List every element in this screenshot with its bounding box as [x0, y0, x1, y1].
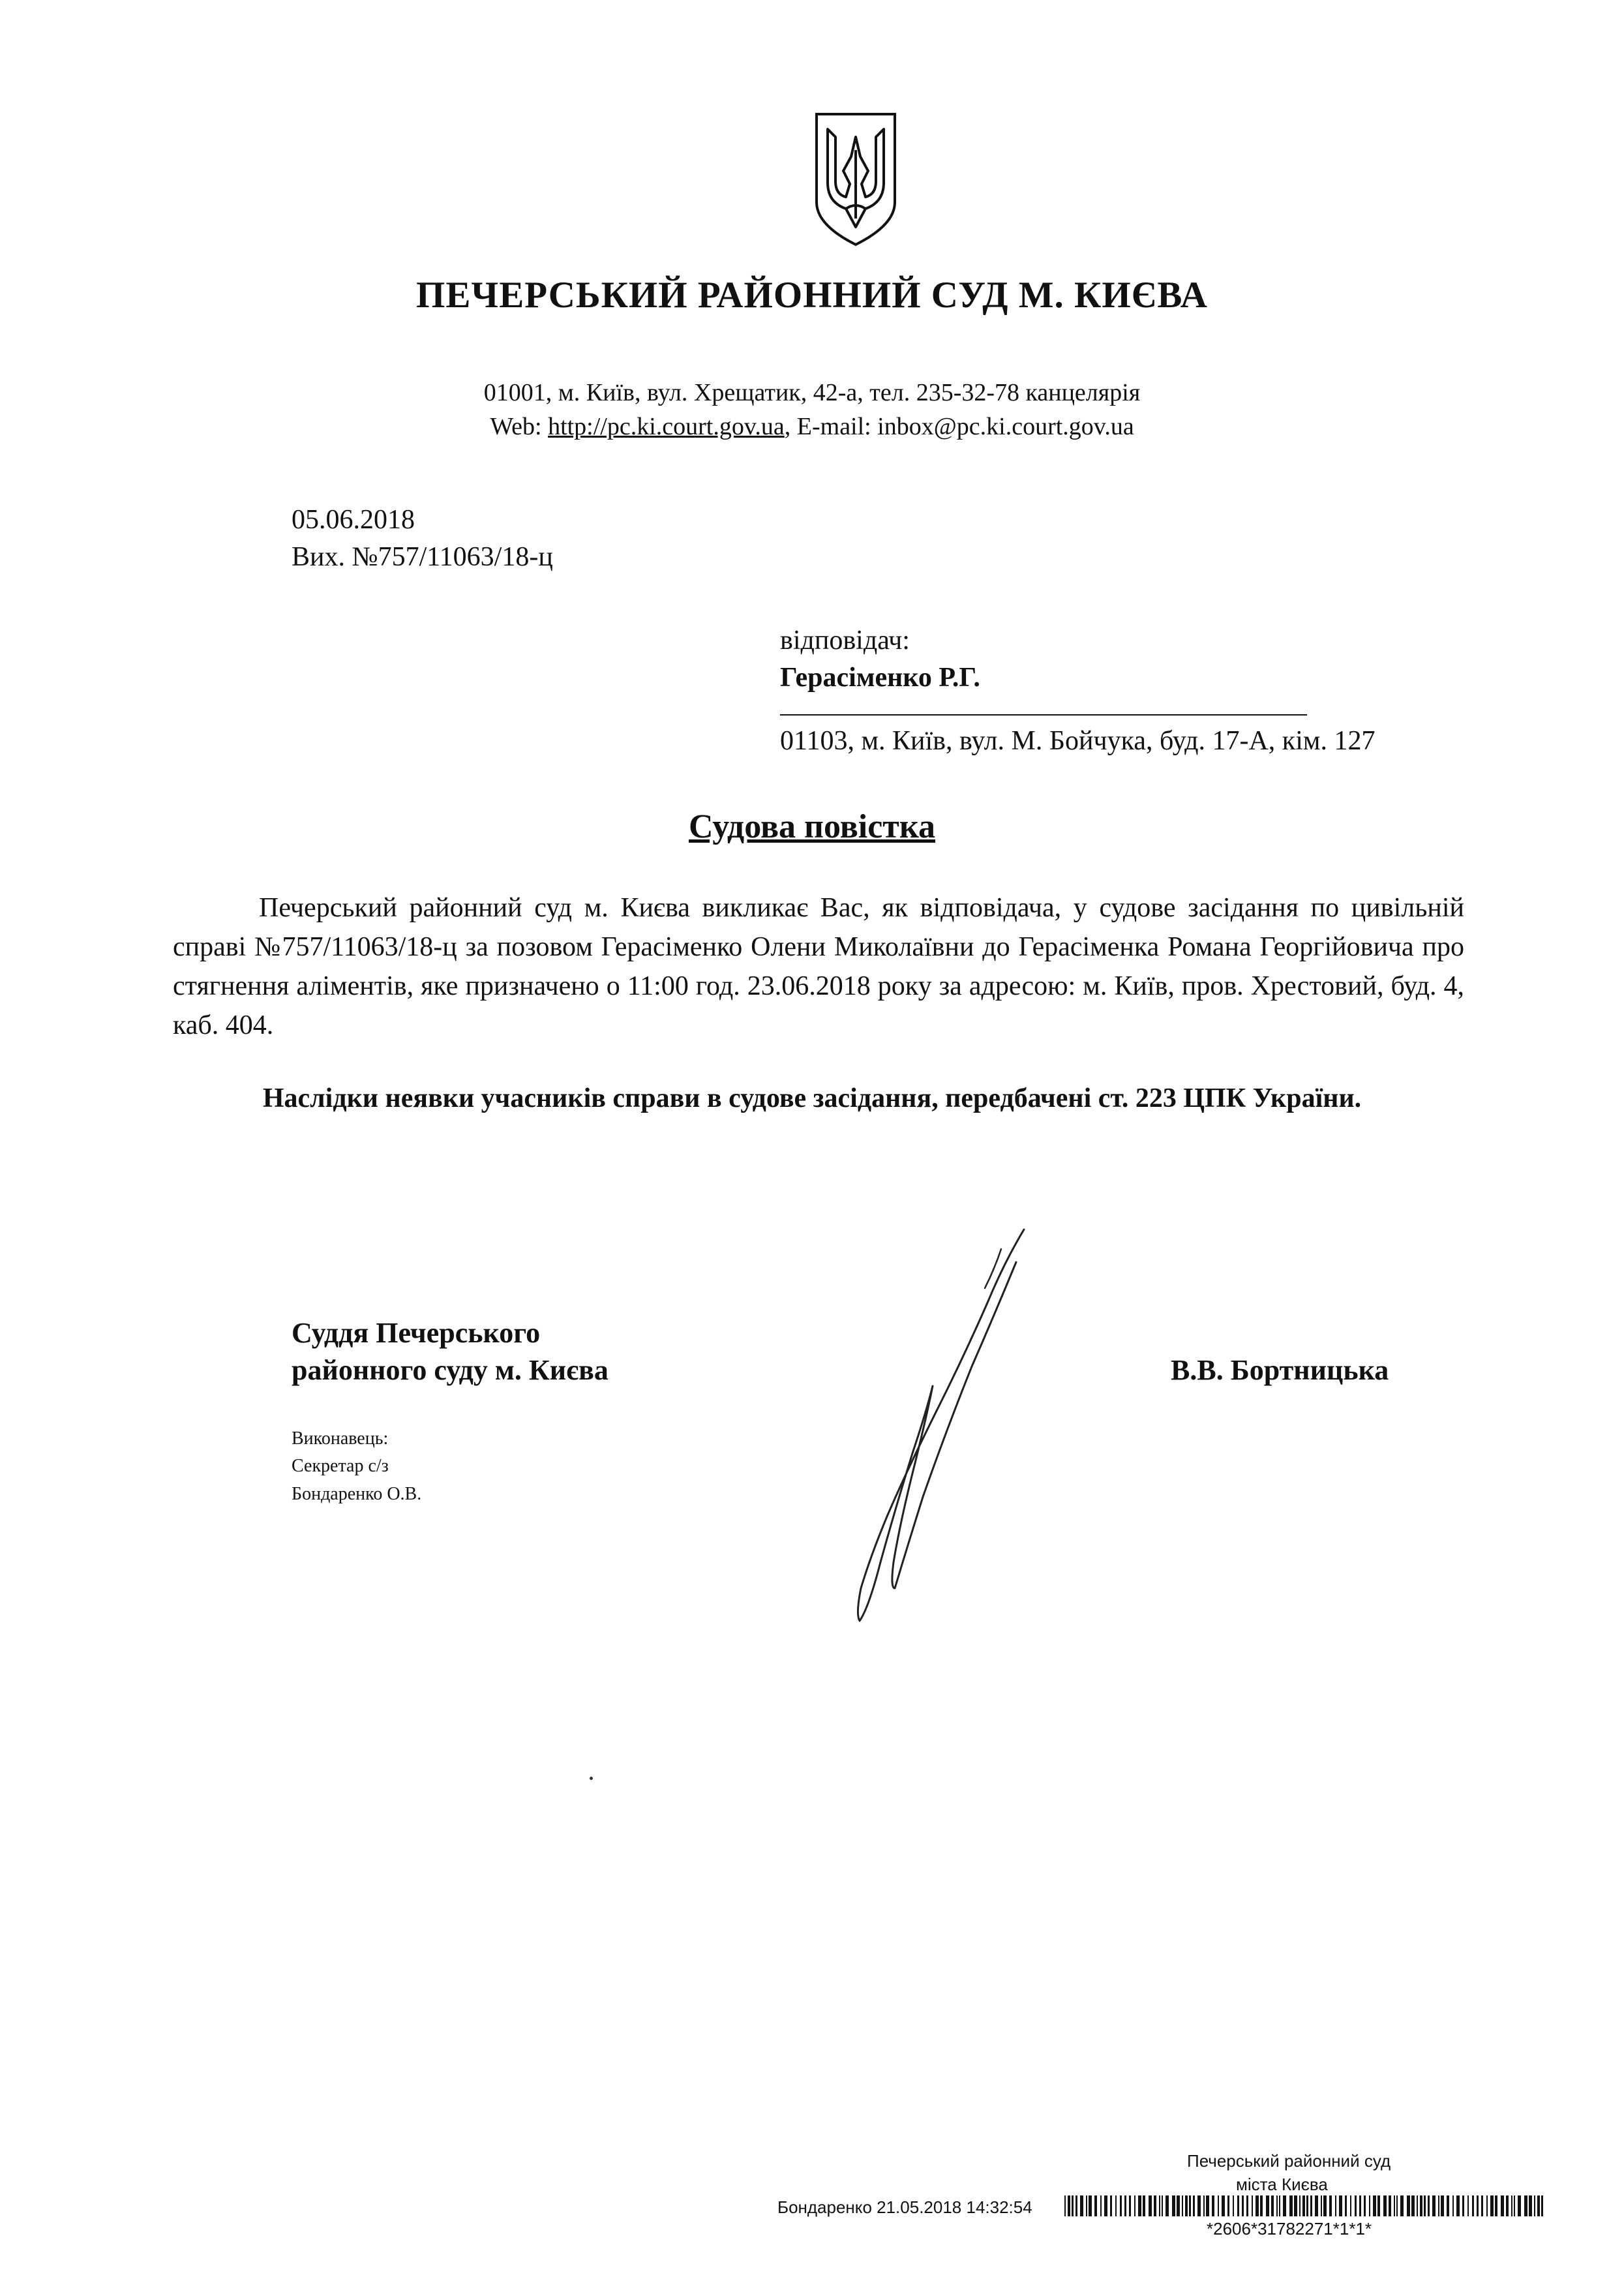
- court-name: ПЕЧЕРСЬКИЙ РАЙОННИЙ СУД М. КИЄВА: [416, 275, 1208, 316]
- barcode-bar: [1206, 2195, 1209, 2216]
- stamp-registration: Бондаренко 21.05.2018 14:32:54: [777, 2197, 1032, 2217]
- barcode-bar: [1089, 2195, 1092, 2216]
- barcode-bar: [1452, 2195, 1454, 2216]
- barcode-bar: [1276, 2195, 1278, 2216]
- barcode-bar: [1321, 2195, 1322, 2216]
- barcode-bar: [1299, 2195, 1301, 2216]
- executor-label: Виконавець:: [292, 1428, 389, 1449]
- barcode-bar: [1541, 2195, 1543, 2216]
- barcode-bar: [1345, 2195, 1347, 2216]
- outgoing-number: Вих. №757/11063/18-ц: [292, 542, 553, 572]
- barcode-text: *2606*31782271*1*1*: [1207, 2219, 1372, 2239]
- barcode-bar: [1432, 2195, 1436, 2216]
- barcode-bar: [1218, 2195, 1219, 2216]
- barcode-bar: [1233, 2195, 1234, 2216]
- barcode-bar: [1306, 2195, 1308, 2216]
- stamp-court-line1: Печерський районний суд: [1187, 2151, 1391, 2171]
- barcode-bar: [1143, 2195, 1145, 2216]
- barcode-bar: [1134, 2195, 1135, 2216]
- barcode-bar: [1364, 2195, 1366, 2216]
- barcode-bar: [1068, 2195, 1070, 2216]
- judge-title-line2: районного суду м. Києва: [292, 1354, 609, 1386]
- barcode-bar: [1411, 2195, 1415, 2216]
- summons-paragraph: Печерський районний суд м. Києва викликає Вас, як відповідача, у судове засідання по цивільній справі №757/11063/18-ц за позовом Герасіменко Олени Миколаївни до Герасіменка Романа Георгійовича про стягнення аліментів, яке призначено о 11:00 год. 23.06.2018 року за адресою: м. Київ, пров. Хрестовий, буд. 4, каб. 404.: [173, 893, 1464, 1040]
- barcode-bar: [1373, 2195, 1376, 2216]
- barcode-bar: [1495, 2195, 1497, 2216]
- registration-barcode: [1064, 2195, 1547, 2216]
- barcode-bar: [1339, 2195, 1342, 2216]
- barcode-bar: [1289, 2195, 1293, 2216]
- barcode-bar: [1256, 2195, 1259, 2216]
- executor-name: Бондаренко О.В.: [292, 1484, 422, 1504]
- barcode-bar: [1094, 2195, 1097, 2216]
- barcode-bar: [1323, 2195, 1327, 2216]
- barcode-bar: [1389, 2195, 1391, 2216]
- barcode-bar: [1511, 2195, 1512, 2216]
- barcode-bar: [1124, 2195, 1126, 2216]
- barcode-bar: [1075, 2195, 1077, 2216]
- summons-heading: Судова повістка: [688, 808, 936, 845]
- barcode-bar: [1222, 2195, 1225, 2216]
- barcode-bar: [1456, 2195, 1460, 2216]
- barcode-bar: [1335, 2195, 1336, 2216]
- recipient-role: відповідач:: [780, 626, 910, 656]
- barcode-bar: [1110, 2195, 1112, 2216]
- barcode-bar: [1162, 2195, 1163, 2216]
- document-date: 05.06.2018: [292, 505, 415, 535]
- barcode-bar: [1266, 2195, 1269, 2216]
- barcode-bar: [1518, 2195, 1521, 2216]
- barcode-bar: [1447, 2195, 1449, 2216]
- barcode-bar: [1242, 2195, 1244, 2216]
- barcode-bar: [1472, 2195, 1474, 2216]
- recipient-divider: [780, 714, 1307, 716]
- barcode-bar: [1072, 2195, 1074, 2216]
- barcode-bar: [1237, 2195, 1239, 2216]
- judge-title-line1: Суддя Печерського: [292, 1317, 541, 1349]
- recipient-address: 01103, м. Київ, вул. М. Бойчука, буд. 17-А, кім. 127: [780, 726, 1376, 756]
- barcode-bar: [1514, 2195, 1515, 2216]
- barcode-bar: [1115, 2195, 1117, 2216]
- judge-signature: [809, 1223, 1044, 1647]
- court-address: 01001, м. Київ, вул. Хрещатик, 42-а, тел. 235-32-78 канцелярія: [483, 379, 1141, 406]
- barcode-bar: [1407, 2195, 1410, 2216]
- barcode-bar: [1477, 2195, 1479, 2216]
- barcode-bar: [1120, 2195, 1122, 2216]
- barcode-bar: [1294, 2195, 1297, 2216]
- barcode-bar: [1481, 2195, 1483, 2216]
- barcode-bar: [1193, 2195, 1195, 2216]
- barcode-bar: [1428, 2195, 1430, 2216]
- barcode-bar: [1537, 2195, 1540, 2216]
- barcode-bar: [1355, 2195, 1357, 2216]
- barcode-bar: [1104, 2195, 1107, 2216]
- barcode-bar: [1212, 2195, 1214, 2216]
- barcode-bar: [1260, 2195, 1263, 2216]
- barcode-bar: [1486, 2195, 1488, 2216]
- barcode-bar: [1246, 2195, 1248, 2216]
- barcode-bar: [1172, 2195, 1175, 2216]
- barcode-bar: [1534, 2195, 1535, 2216]
- barcode-bar: [1080, 2195, 1083, 2216]
- stamp-court-line2: міста Києва: [1236, 2175, 1328, 2194]
- executor-position: Секретар с/з: [292, 1456, 389, 1476]
- barcode-bar: [1203, 2195, 1205, 2216]
- barcode-bar: [1529, 2195, 1532, 2216]
- barcode-bar: [1524, 2195, 1527, 2216]
- barcode-bar: [1189, 2195, 1191, 2216]
- barcode-bar: [1506, 2195, 1509, 2216]
- barcode-bar: [1462, 2195, 1464, 2216]
- barcode-bar: [1359, 2195, 1361, 2216]
- barcode-bar: [1417, 2195, 1418, 2216]
- barcode-bar: [1197, 2195, 1201, 2216]
- judge-name: В.В. Бортницька: [1171, 1354, 1389, 1386]
- barcode-bar: [1227, 2195, 1229, 2216]
- barcode-bar: [1129, 2195, 1131, 2216]
- barcode-bar: [1310, 2195, 1312, 2216]
- scan-speck: [590, 1777, 593, 1780]
- barcode-bar: [1420, 2195, 1422, 2216]
- barcode-bar: [1100, 2195, 1102, 2216]
- barcode-bar: [1396, 2195, 1398, 2216]
- trident-emblem-icon: [813, 111, 898, 248]
- barcode-bar: [1185, 2195, 1188, 2216]
- barcode-bar: [1279, 2195, 1280, 2216]
- barcode-bar: [1490, 2195, 1494, 2216]
- barcode-bar: [1182, 2195, 1183, 2216]
- barcode-bar: [1271, 2195, 1274, 2216]
- summons-body: [173, 888, 1464, 1045]
- barcode-bar: [1302, 2195, 1305, 2216]
- barcode-bar: [1138, 2195, 1141, 2216]
- barcode-bar: [1149, 2195, 1152, 2216]
- barcode-bar: [1252, 2195, 1253, 2216]
- barcode-bar: [1154, 2195, 1156, 2216]
- non-appearance-warning: Наслідки неявки учасників справи в судове засідання, передбачені ст. 223 ЦПК України.: [262, 1083, 1362, 1113]
- barcode-bar: [1383, 2195, 1387, 2216]
- barcode-bar: [1400, 2195, 1404, 2216]
- barcode-bar: [1329, 2195, 1332, 2216]
- barcode-bar: [1315, 2195, 1318, 2216]
- recipient-name: Герасіменко Р.Г.: [780, 663, 980, 693]
- web-label: Web:: [490, 413, 549, 440]
- court-email: , E-mail: inbox@pc.ki.court.gov.ua: [784, 413, 1134, 440]
- barcode-bar: [1177, 2195, 1180, 2216]
- barcode-bar: [1159, 2195, 1160, 2216]
- court-contacts: [0, 412, 1624, 441]
- barcode-bar: [1165, 2195, 1169, 2216]
- barcode-bar: [1441, 2195, 1444, 2216]
- barcode-bar: [1424, 2195, 1426, 2216]
- barcode-bar: [1086, 2195, 1087, 2216]
- barcode-bar: [1377, 2195, 1380, 2216]
- barcode-bar: [1283, 2195, 1286, 2216]
- barcode-bar: [1394, 2195, 1395, 2216]
- barcode-bar: [1064, 2195, 1066, 2216]
- barcode-bar: [1350, 2195, 1351, 2216]
- barcode-bar: [1369, 2195, 1370, 2216]
- barcode-bar: [1467, 2195, 1469, 2216]
- barcode-bar: [1501, 2195, 1504, 2216]
- court-website-link[interactable]: http://pc.ki.court.gov.ua: [548, 413, 785, 440]
- barcode-bar: [1438, 2195, 1439, 2216]
